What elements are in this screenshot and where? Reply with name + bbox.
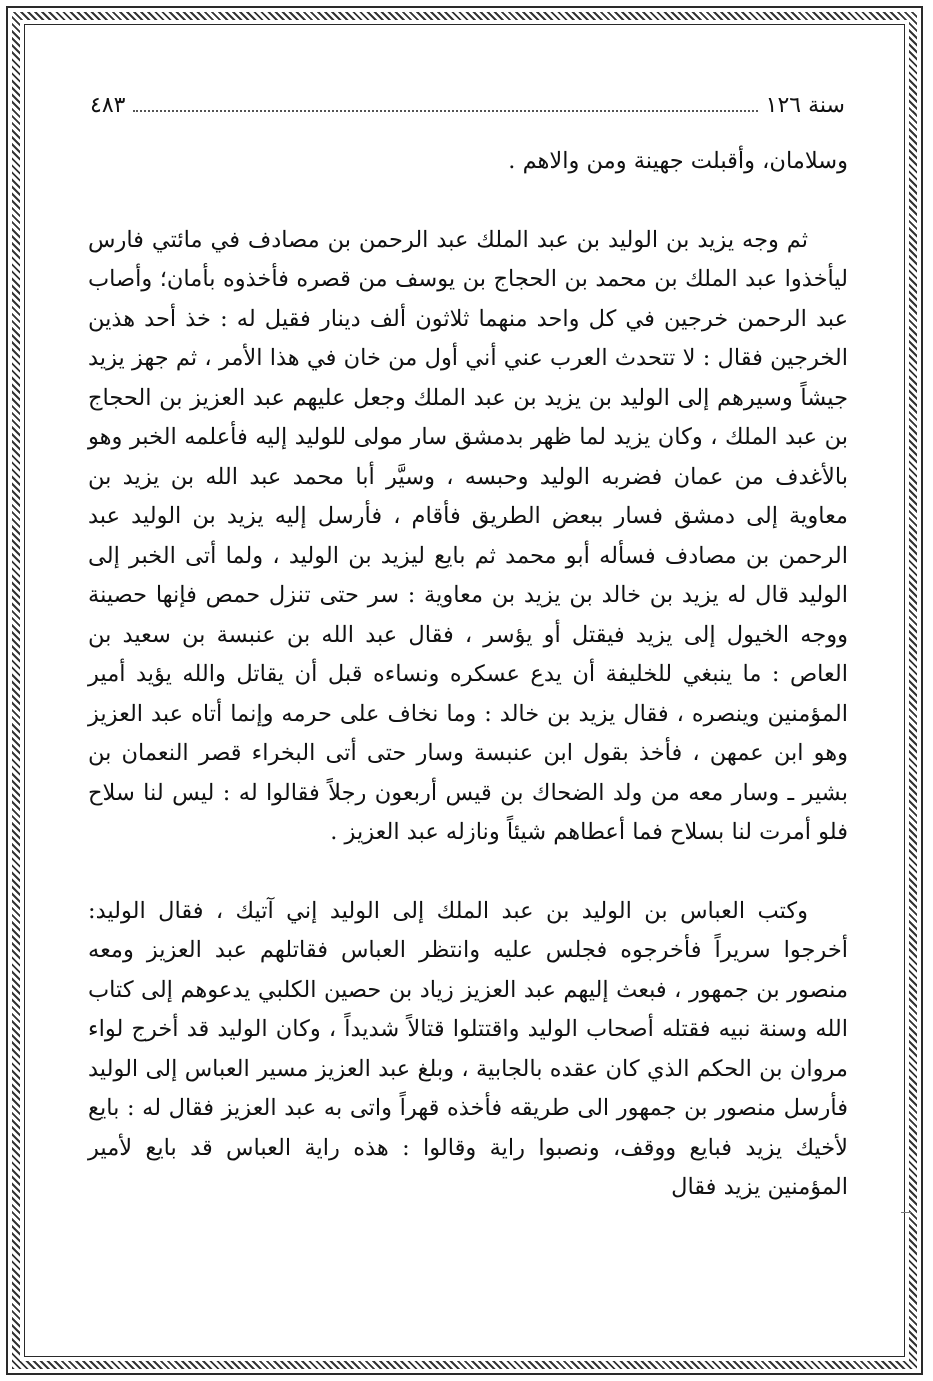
paragraph: وكتب العباس بن الوليد بن عبد الملك إلى الوليد إني آتيك ، فقال الوليد: أخرجوا سريراً فأخرجوه فجلس عليه وانتظر العباس فقاتلهم عبد العزيز ومعه منصور بن جمهور ، فبعث إليهم عبد العزيز زياد بن حصين الكلبي يدعوهم إلى كتاب الله وسنة نبيه فقتله أصحاب الوليد واقتتلوا قتالاً شديداً ، وكان الوليد قد أخرج لواء مروان بن الحكم الذي كان عقده بالجابية ، وبلغ عبد العزيز مسير العباس إلى الوليد فأرسل منصور بن جمهور الى طريقه فأخذه قهراً واتى به عبد العزيز فقال له : بايع لأخيك يزيد فبايع ووقف، ونصبوا راية وقالوا : هذه راية العباس قد بايع لأمير المؤمنين يزيد فقال xyxy=(88,897,848,1200)
running-head: سنة ١٢٦ xyxy=(765,93,845,118)
header-dot-leader xyxy=(133,110,757,112)
page-header xyxy=(90,84,845,118)
page-number: ٤٨٣ xyxy=(90,93,126,118)
paragraph: وسلامان، وأقبلت جهينة ومن والاهم . xyxy=(508,148,848,174)
margin-mark xyxy=(901,1212,911,1213)
paragraph: ثم وجه يزيد بن الوليد بن عبد الملك عبد الرحمن بن مصادف في مائتي فارس ليأخذوا عبد الملك بن محمد بن الحجاج بن يوسف من قصره فأخذوه بأمان؛ وأصاب عبد الرحمن خرجين في كل واحد منهما ثلاثون ألف دينار فقيل له : خذ أحد هذين الخرجين فقال : لا تتحدث العرب عني أني أول من خان في هذا الأمر ، ثم جهز يزيد جيشاً وسيرهم إلى الوليد بن يزيد بن عبد الملك وجعل عليهم عبد العزيز بن الحجاج بن عبد الملك ، وكان يزيد لما ظهر بدمشق سار مولى للوليد إليه فأعلمه الخبر وهو بالأغدف من عمان فضربه الوليد وحبسه ، وسيَّر أبا محمد عبد الله بن يزيد بن معاوية إلى دمشق فسار ببعض الطريق فأقام ، فأرسل إليه يزيد بن الوليد عبد الرحمن بن مصادف فسأله أبو محمد ثم بايع ليزيد بن الوليد ، ولما أتى الخبر إلى الوليد قال له يزيد بن خالد بن يزيد بن معاوية : سر حتى تنزل حمص فإنها حصينة ووجه الخيول إلى يزيد فيقتل أو يؤسر ، فقال عبد الله بن عنبسة بن سعيد بن العاص : ما ينبغي للخليفة أن يدع عسكره ونساءه قبل أن يقاتل والله يؤيد أمير المؤمنين وينصره ، فقال يزيد بن خالد : وما نخاف على حرمه وإنما أتاه عبد العزيز وهو ابن عمهن ، فأخذ بقول ابن عنبسة وسار حتى أتى البخراء قصر النعمان بن بشير ـ وسار معه من ولد الضحاك بن قيس أربعون رجلاً فقالوا له : ليس لنا سلاح فلو أمرت لنا بسلاح فما أعطاهم شيئاً ونازله عبد العزيز . xyxy=(88,226,848,845)
body-text xyxy=(88,142,848,1208)
